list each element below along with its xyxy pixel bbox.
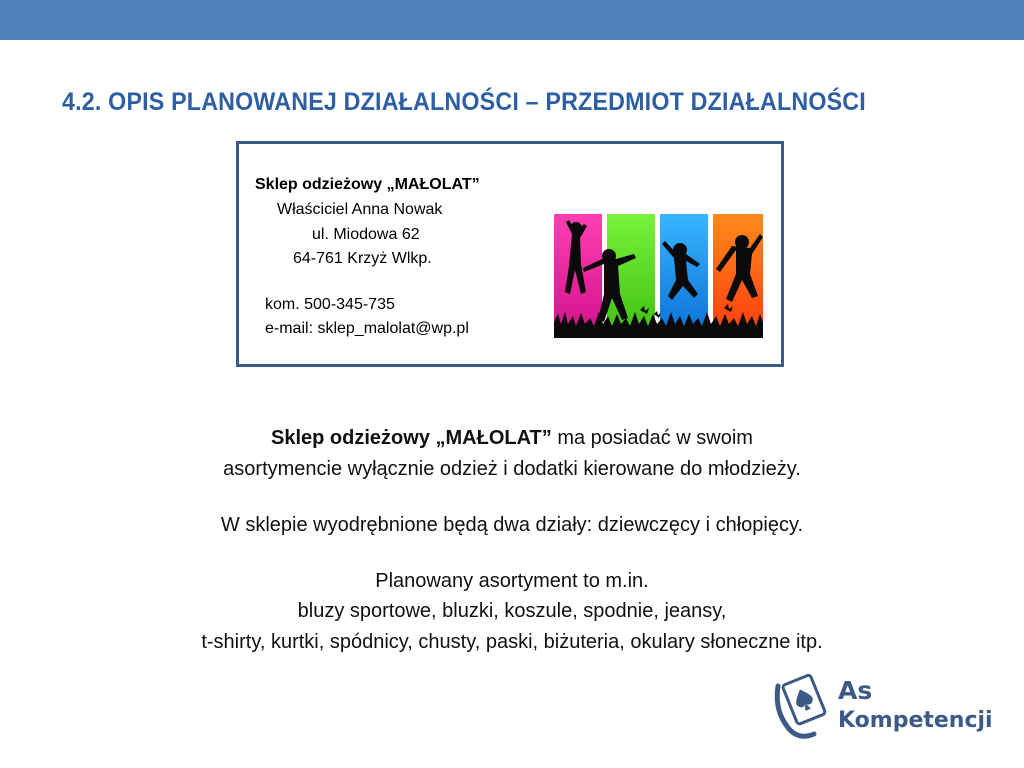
assortment-line-2: t-shirty, kurtki, spódnicy, chusty, paski, biżuteria, okulary słoneczne itp. <box>201 631 823 653</box>
as-kompetencji-logo <box>770 672 1010 742</box>
card-shop-name: Sklep odzieżowy „MAŁOLAT” <box>255 176 480 193</box>
card-spade-logo-icon <box>770 672 834 742</box>
paragraph-departments: W sklepie wyodrębnione będą dwa działy: dziewczęcy i chłopięcy. <box>220 514 804 536</box>
shop-name-bold: Sklep odzieżowy „MAŁOLAT” <box>271 427 552 449</box>
paragraph-shop-intro-line2: asortymencie wyłącznie odzież i dodatki kierowane do młodzieży. <box>223 458 801 480</box>
card-owner: Właściciel Anna Nowak <box>277 201 443 218</box>
assortment-heading: Planowany asortyment to m.in. <box>375 570 649 592</box>
paragraph-shop-intro <box>0 424 1024 452</box>
header-bar <box>0 0 1024 40</box>
card-phone: kom. 500-345-735 <box>265 296 395 313</box>
page-title: 4.2. OPIS PLANOWANEJ DZIAŁALNOŚCI – PRZEDMIOT DZIAŁALNOŚCI <box>62 88 866 116</box>
intro-rest: ma posiadać w swoim <box>551 427 753 449</box>
card-street: ul. Miodowa 62 <box>312 226 420 243</box>
logo-line-as: As <box>838 676 873 705</box>
jumping-kids-silhouettes-image <box>554 214 763 338</box>
assortment-line-1: bluzy sportowe, bluzki, koszule, spodnie, jeansy, <box>297 600 727 622</box>
card-city: 64-761 Krzyż Wlkp. <box>293 250 432 267</box>
card-email: e-mail: sklep_malolat@wp.pl <box>265 320 469 337</box>
logo-line-kompetencji: Kompetencji <box>838 708 993 733</box>
business-card <box>236 141 784 367</box>
